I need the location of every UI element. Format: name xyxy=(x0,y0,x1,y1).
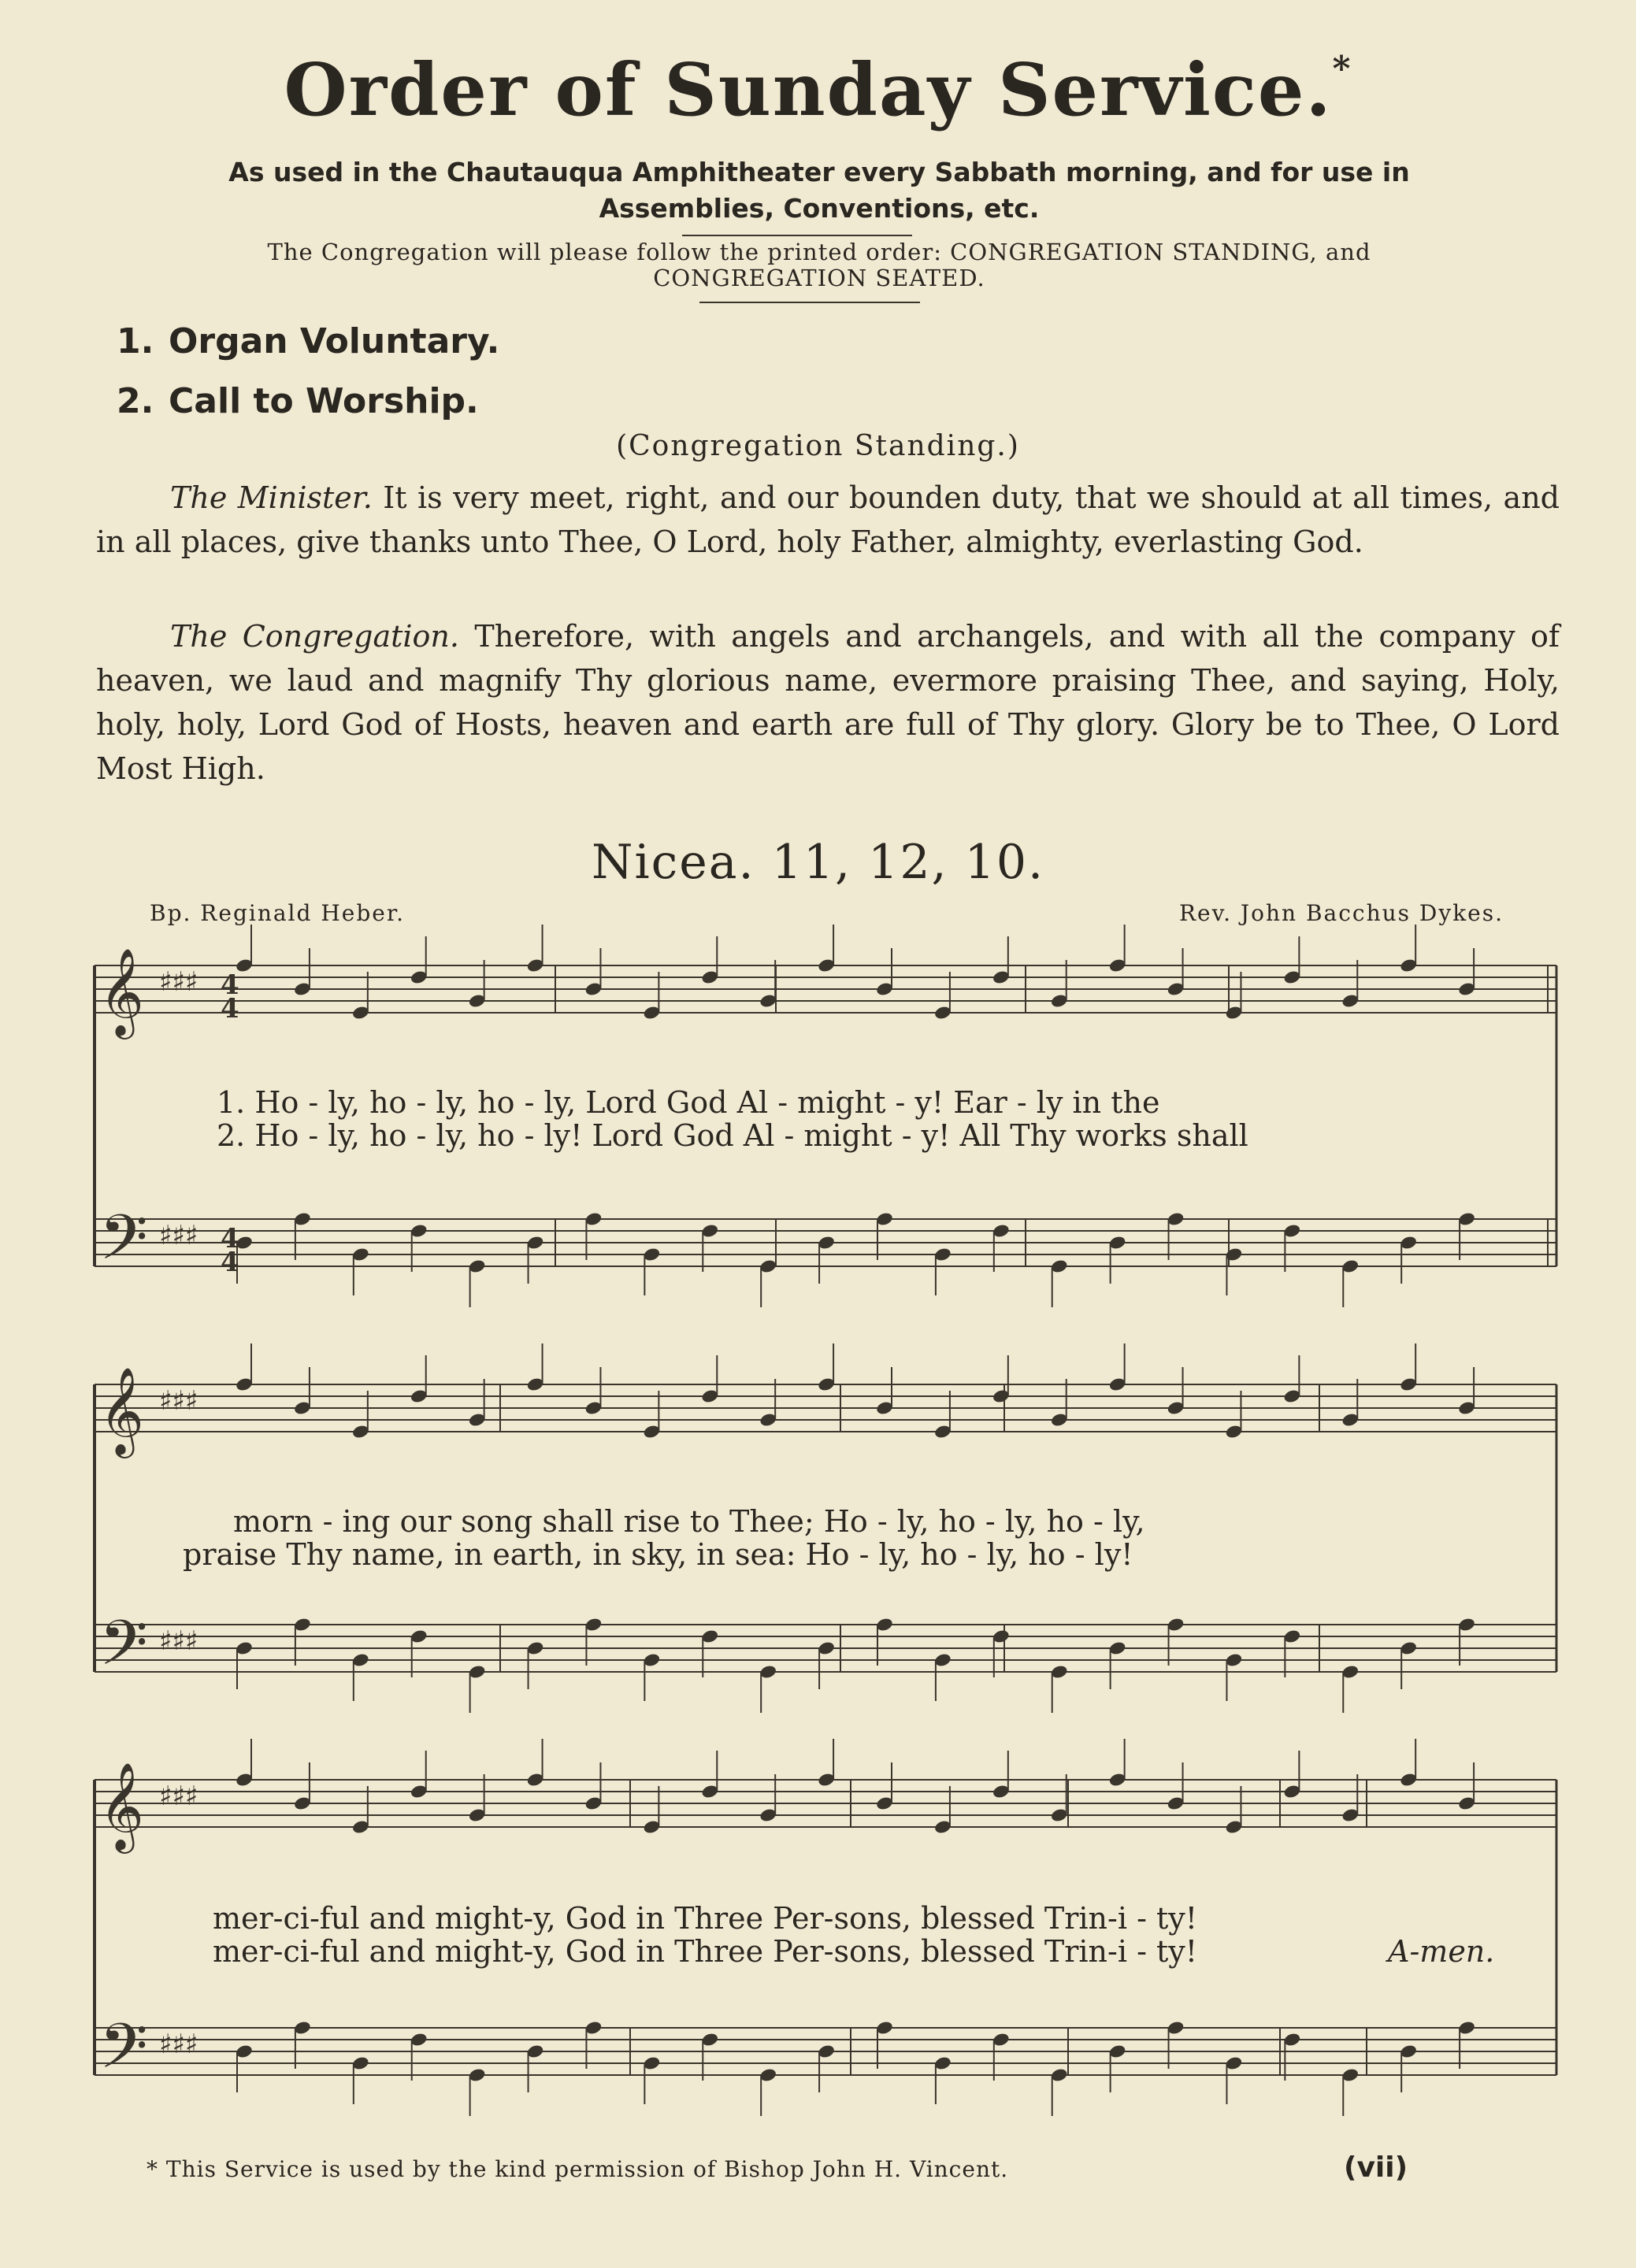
tune-name: Nicea. 11, 12, 10. xyxy=(591,835,1045,890)
amen-lyric: A-men. xyxy=(1388,1934,1495,1969)
key-signature: ♯♯♯ xyxy=(159,1385,198,1417)
lyric-line: mer-ci-ful and might-y, God in Three Per-sons, blessed Trin-i - ty! xyxy=(213,1901,1198,1936)
lyric-line: 1. Ho - ly, ho - ly, ho - ly, Lord God Al - might - y! Ear - ly in the xyxy=(217,1085,1160,1120)
lyric-line: morn - ing our song shall rise to Thee; Ho - ly, ho - ly, ho - ly, xyxy=(233,1504,1145,1539)
clef-glyph: 𝄢 xyxy=(99,2010,148,2098)
page-number: (vii) xyxy=(1344,2151,1408,2184)
clef-glyph: 𝄞 xyxy=(99,1762,144,1850)
key-signature: ♯♯♯ xyxy=(159,1625,198,1657)
clef-glyph: 𝄞 xyxy=(99,1366,144,1455)
page-title: Order of Sunday Service.* xyxy=(284,47,1352,132)
key-signature: ♯♯♯ xyxy=(159,2029,198,2060)
congregation-paragraph: The Congregation. Therefore, with angels and archangels, and with all the company of heaven, we laud and magnify Thy glorious name, evermore praising Thee, and saying, Holy, holy, holy, Lord God of Hosts, heaven and earth are full of Thy glory. Glory be to Thee, O Lord Most High. xyxy=(96,619,1560,786)
time-signature: 4 xyxy=(221,1223,239,1254)
minister-paragraph: The Minister. It is very meet, right, and our bounden duty, that we should at all times, and in all places, give thanks unto Thee, O Lord, holy Father, almighty, everlasting God. xyxy=(96,480,1560,559)
page-subtitle: As used in the Chautauqua Amphitheater every Sabbath morning, and for use in Assemblies, Conventions, etc. xyxy=(228,157,1410,224)
key-signature: ♯♯♯ xyxy=(159,1220,198,1251)
clef-glyph: 𝄢 xyxy=(99,1201,148,1289)
key-signature: ♯♯♯ xyxy=(159,1781,198,1812)
clef-glyph: 𝄢 xyxy=(99,1606,148,1695)
hymn-composer: Rev. John Bacchus Dykes. xyxy=(1178,900,1504,926)
time-signature: 4 xyxy=(221,993,239,1025)
lyric-line: 2. Ho - ly, ho - ly, ho - ly! Lord God Al - might - y! All Thy works shall xyxy=(217,1118,1248,1153)
service-item-call-to-worship: 2. Call to Worship. xyxy=(117,381,479,421)
footnote: * This Service is used by the kind permission of Bishop John H. Vincent. xyxy=(147,2156,1009,2182)
lyric-line: praise Thy name, in earth, in sky, in sea: Ho - ly, ho - ly, ho - ly! xyxy=(183,1537,1133,1572)
congregation-instruction: The Congregation will please follow the printed order: CONGREGATION STANDING, and CONGREGATION SEATED. xyxy=(267,239,1371,291)
clef-glyph: 𝄞 xyxy=(99,947,144,1036)
key-signature: ♯♯♯ xyxy=(159,966,198,998)
time-signature: 4 xyxy=(221,1247,239,1278)
service-item-organ-voluntary: 1. Organ Voluntary. xyxy=(117,321,500,361)
hymn-author: Bp. Reginald Heber. xyxy=(150,900,406,926)
lyric-line: mer-ci-ful and might-y, God in Three Per-sons, blessed Trin-i - ty! xyxy=(213,1934,1198,1969)
time-signature: 4 xyxy=(221,969,239,1001)
stage-direction: (Congregation Standing.) xyxy=(616,430,1020,462)
